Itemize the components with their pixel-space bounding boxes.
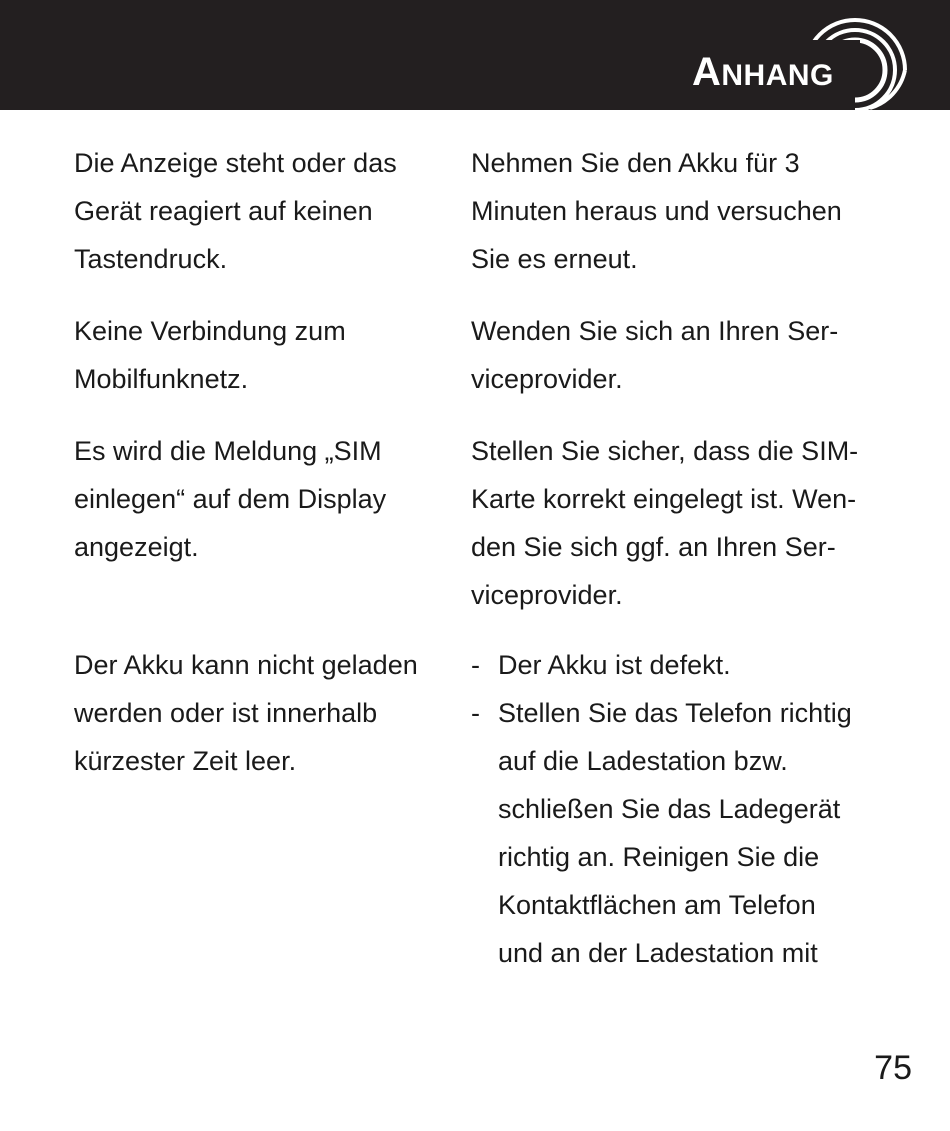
problem-text: Keine Verbindung zum Mobilfunknetz.	[74, 316, 346, 394]
section-title-rest: NHANG	[721, 59, 834, 92]
solution-text: Wenden Sie sich an Ihren Ser- viceprovider.	[471, 316, 839, 394]
solution-text: Nehmen Sie den Akku für 3 Minuten heraus und versuchen Sie es erneut.	[471, 148, 842, 274]
solution-text: Stellen Sie sicher, dass die SIM- Karte korrekt eingelegt ist. Wen- den Sie sich ggf. an Ihren Ser- viceprovider.	[471, 436, 859, 610]
list-item: - Der Akku ist defekt.	[471, 641, 911, 689]
problem-text: Die Anzeige steht oder das Gerät reagiert auf keinen Tastendruck.	[74, 148, 397, 274]
solution-list	[471, 641, 911, 977]
list-item: - Stellen Sie das Telefon richtig auf die Ladestation bzw. schließen Sie das Ladegerät richtig an. Reinigen Sie die Kontaktflächen am Telefon und an der Ladestation mit	[471, 689, 911, 977]
section-title-initial: A	[692, 50, 722, 94]
page-number: 75	[874, 1049, 912, 1087]
section-title	[692, 52, 834, 96]
dash-marker: -	[471, 650, 480, 680]
dash-marker: -	[471, 698, 480, 728]
problem-text: Der Akku kann nicht geladen werden oder ist innerhalb kürzester Zeit leer.	[74, 650, 418, 776]
problem-text: Es wird die Meldung „SIM einlegen“ auf dem Display angezeigt.	[74, 436, 387, 562]
